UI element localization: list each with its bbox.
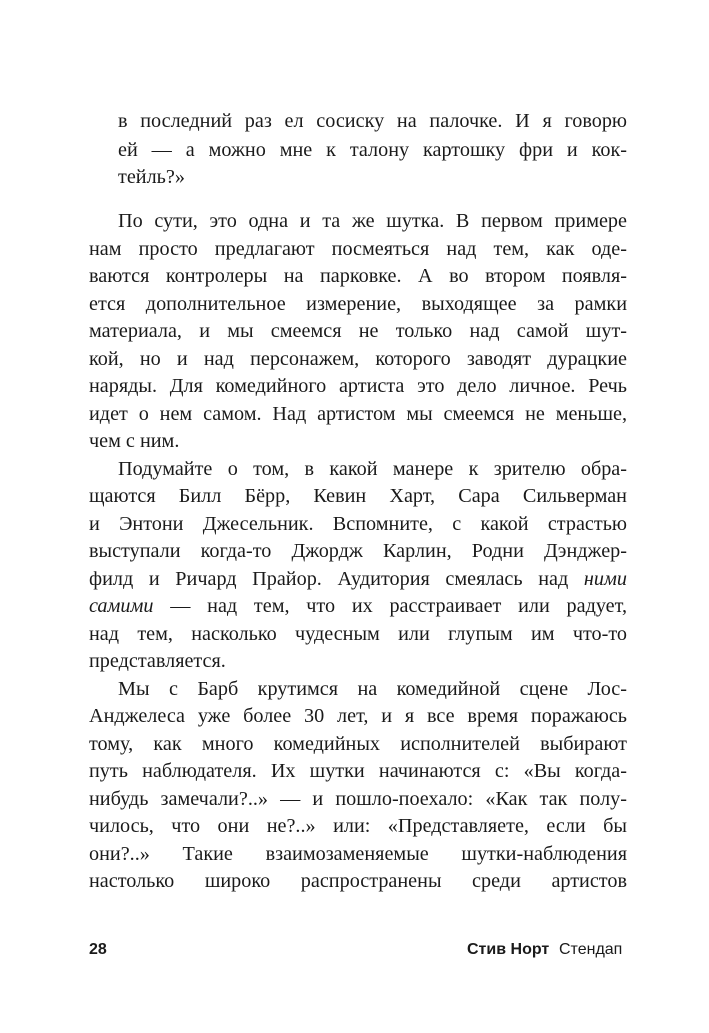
paragraph-line: идет о нем самом. Над артистом мы смеемся не меньше,: [89, 403, 627, 425]
paragraph-line: [89, 596, 627, 616]
page-number: 28: [89, 941, 107, 958]
paragraph-line: Подумайте о том, в какой манере к зрителю обра-: [118, 458, 627, 480]
paragraph-line: щаются Билл Бёрр, Кевин Харт, Сара Сильверман: [89, 485, 627, 507]
italic-emphasis: самими: [89, 595, 154, 617]
paragraph-line: материала, и мы смеемся не только над самой шут-: [89, 320, 627, 342]
paragraph-line: и Энтони Джесельник. Вспомните, с какой страстью: [89, 513, 627, 535]
italic-emphasis: ними: [583, 568, 627, 590]
quote-line: ей — а можно мне к талону картошку фри и кок-: [118, 139, 627, 161]
paragraph-line: [89, 569, 627, 589]
running-author: Стив Норт: [467, 941, 550, 958]
paragraph-line: чилось, что они не?..» или: «Представляете, если бы: [89, 815, 627, 837]
quote-line: в последний раз ел сосиску на палочке. И я говорю: [118, 110, 627, 132]
paragraph-line: нибудь замечали?..» — и пошло-поехало: «Как так полу-: [89, 788, 627, 810]
text-run: — над тем, что их расстраивает или радует,: [153, 595, 627, 617]
paragraph-line: настолько широко распространены среди артистов: [89, 870, 627, 892]
text-run: филд и Ричард Прайор. Аудитория смеялась над: [89, 568, 584, 590]
paragraph-line: Анджелеса уже более 30 лет, и я все время поражаюсь: [89, 705, 627, 727]
paragraph-line: По сути, это одна и та же шутка. В первом примере: [118, 210, 627, 232]
paragraph-line: выступали когда-то Джордж Карлин, Родни Дэнджер-: [89, 540, 627, 562]
quote-line: тейль?»: [118, 166, 185, 188]
paragraph-line: Мы с Барб крутимся на комедийной сцене Лос-: [118, 678, 627, 700]
paragraph-line: нам просто предлагают посмеяться над тем, как оде-: [89, 238, 627, 260]
paragraph-line: наряды. Для комедийного артиста это дело личное. Речь: [89, 375, 627, 397]
paragraph-line: над тем, насколько чудесным или глупым им что-то: [89, 623, 627, 645]
paragraph-line: чем с ним.: [89, 430, 180, 452]
paragraph-line: путь наблюдателя. Их шутки начинаются с: «Вы когда-: [89, 760, 627, 782]
paragraph-line: тому, как много комедийных исполнителей выбирают: [89, 733, 627, 755]
paragraph-line: кой, но и над персонажем, которого заводят дурацкие: [89, 348, 627, 370]
paragraph-line: они?..» Такие взаимозаменяемые шутки-наблюдения: [89, 843, 627, 865]
paragraph-line: представляется.: [89, 650, 226, 672]
paragraph-line: ется дополнительное измерение, выходящее за рамки: [89, 293, 627, 315]
running-title: Стендап: [559, 941, 623, 958]
paragraph-line: ваются контролеры на парковке. А во втором появля-: [89, 265, 627, 287]
